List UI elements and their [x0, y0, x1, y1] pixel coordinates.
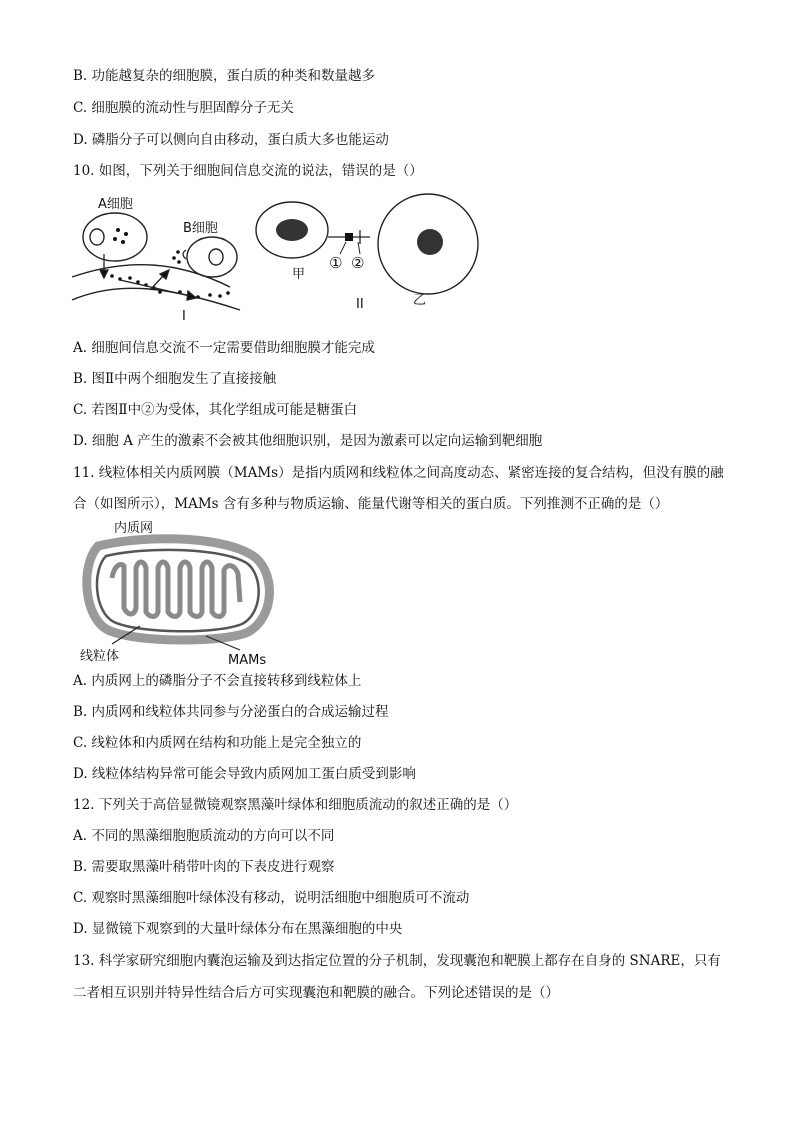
q11-option-a: A. 内质网上的磷脂分子不会直接转移到线粒体上 [73, 673, 362, 689]
er-label: 内质网 [114, 521, 154, 536]
mark-2: ② [351, 254, 365, 272]
q12-option-a: A. 不同的黑藻细胞胞质流动的方向可以不同 [73, 828, 335, 844]
q11-option-d: D. 线粒体结构异常可能会导致内质网加工蛋白质受到影响 [73, 766, 416, 782]
q12-option-c: C. 观察时黑藻细胞叶绿体没有移动，说明活细胞中细胞质可不流动 [73, 890, 470, 906]
mark-1: ① [329, 254, 343, 272]
q11-option-b: B. 内质网和线粒体共同参与分泌蛋白的合成运输过程 [73, 704, 389, 720]
figure-i-label: I [182, 309, 186, 324]
q10-option-d: D. 细胞 A 产生的激素不会被其他细胞识别，是因为激素可以定向运输到靶细胞 [73, 433, 543, 449]
q10-figure [70, 192, 470, 327]
label-jia: 甲 [292, 267, 306, 282]
receptor-dots [172, 250, 181, 264]
q10-stem: 10. 如图，下列关于细胞间信息交流的说法，错误的是（） [73, 163, 423, 179]
q13-stem-line2: 二者相互识别并特异性结合后方可实现囊泡和靶膜的融合。下列论述错误的是（） [73, 985, 559, 1001]
q11-stem-line1: 11. 线粒体相关内质网膜（MAMs）是指内质网和线粒体之间高度动态、紧密连接的复合结构，但没有膜的融 [73, 465, 724, 481]
q9-option-c: C. 细胞膜的流动性与胆固醇分子无关 [73, 100, 294, 116]
signal-molecule [345, 233, 353, 241]
q9-option-d: D. 磷脂分子可以侧向自由移动，蛋白质大多也能运动 [73, 132, 389, 148]
q9-option-b: B. 功能越复杂的细胞膜，蛋白质的种类和数量越多 [73, 68, 376, 84]
cell-a-nucleus [90, 229, 104, 245]
cell-a-label: A细胞 [98, 197, 133, 212]
mito-label: 线粒体 [80, 649, 120, 664]
q12-option-d: D. 显微镜下观察到的大量叶绿体分布在黑藻细胞的中央 [73, 921, 403, 937]
cell-yi-nucleus [417, 229, 443, 255]
q10-option-b: B. 图Ⅱ中两个细胞发生了直接接触 [73, 371, 277, 387]
cell-b-nucleus [209, 249, 223, 265]
q11-figure [78, 518, 278, 668]
figure-ii-label: II [356, 297, 364, 312]
cell-b [187, 237, 237, 277]
label-yi: 乙 [413, 293, 427, 308]
q10-option-c: C. 若图Ⅱ中②为受体，其化学组成可能是糖蛋白 [73, 402, 358, 418]
cell-jia-nucleus [276, 219, 308, 241]
cell-b-receptor [183, 250, 186, 259]
q12-option-b: B. 需要取黑藻叶稍带叶肉的下表皮进行观察 [73, 859, 335, 875]
blood-vessel-lower [72, 288, 240, 310]
mams-label: MAMs [228, 653, 267, 668]
q12-stem: 12. 下列关于高倍显微镜观察黑藻叶绿体和细胞质流动的叙述正确的是（） [73, 797, 518, 813]
cell-b-label: B细胞 [183, 221, 218, 236]
q10-option-a: A. 细胞间信息交流不一定需要借助细胞膜才能完成 [73, 340, 375, 356]
q11-option-c: C. 线粒体和内质网在结构和功能上是完全独立的 [73, 735, 362, 751]
q13-stem-line1: 13. 科学家研究细胞内囊泡运输及到达指定位置的分子机制，发现囊泡和靶膜上都存在自身的 SNARE，只有 [73, 953, 721, 969]
cell-a-hormone-dots [113, 228, 128, 244]
pointer-1 [340, 242, 346, 254]
blood-hormone-dots [110, 274, 230, 299]
q11-stem-line2: 合（如图所示），MAMs 含有多种与物质运输、能量代谢等相关的蛋白质。下列推测不正确的是（） [73, 496, 669, 512]
